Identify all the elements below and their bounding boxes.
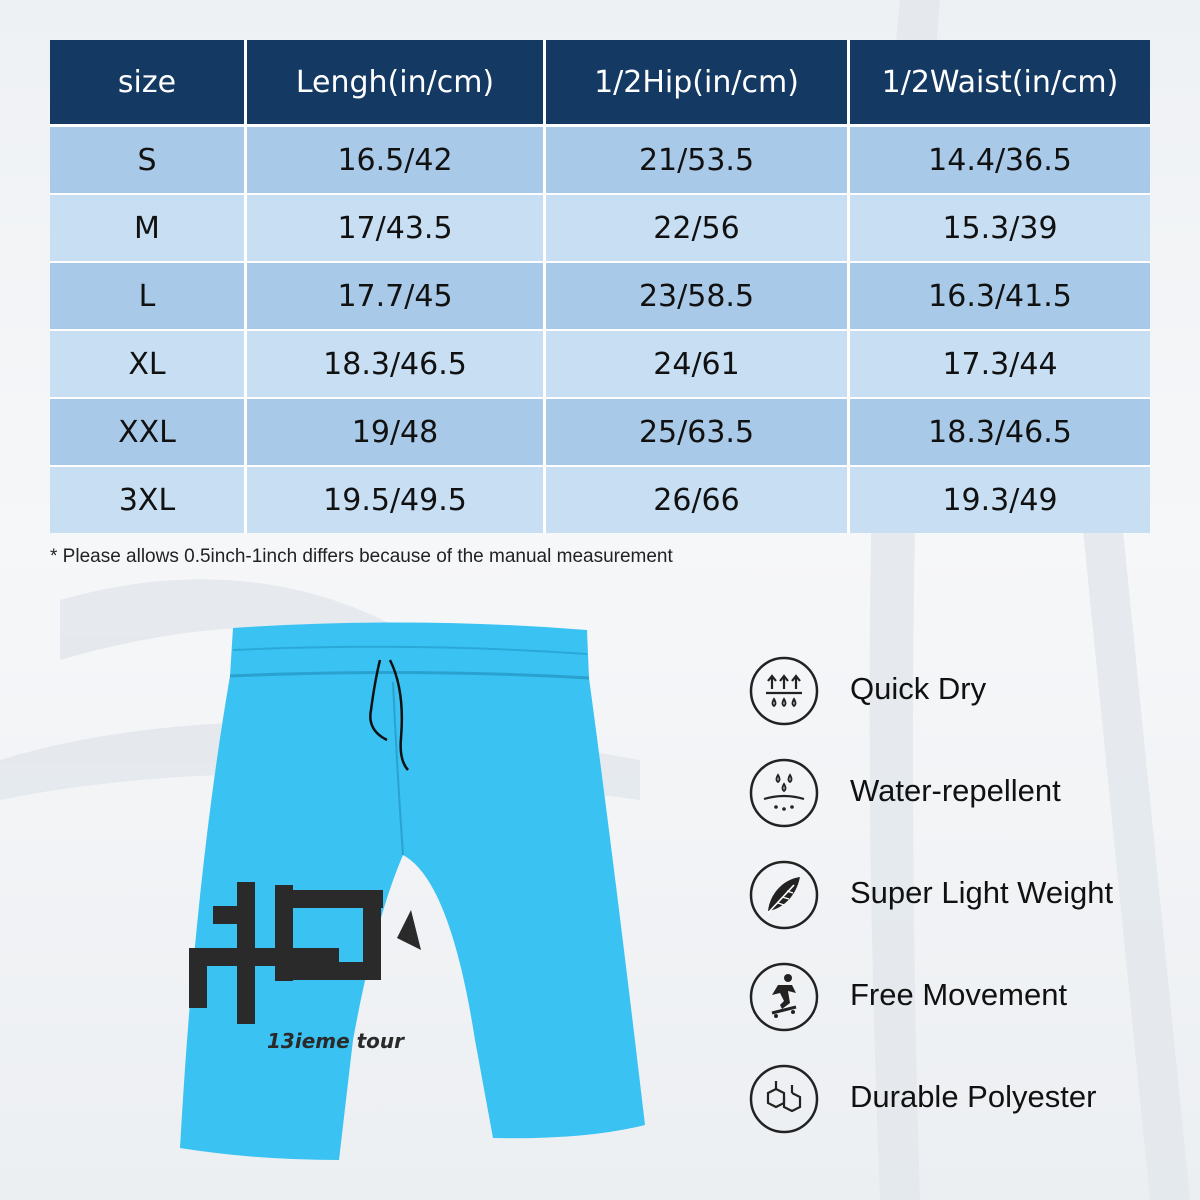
- cell-hip: 25/63.5: [546, 399, 850, 467]
- header-waist: 1/2Waist(in/cm): [850, 40, 1150, 127]
- size-chart-table: [50, 40, 1150, 533]
- quick-dry-icon: [748, 655, 820, 727]
- feature-label: Super Light Weight: [850, 875, 1114, 910]
- header-size: size: [50, 40, 247, 127]
- cell-length: 17.7/45: [247, 263, 546, 331]
- measurement-note: * Please allows 0.5inch-1inch differs because of the manual measurement: [50, 546, 673, 567]
- header-length: Lengh(in/cm): [247, 40, 546, 127]
- cell-waist: 14.4/36.5: [850, 127, 1150, 195]
- feature-free-movement: [748, 961, 1168, 1063]
- cell-length: 17/43.5: [247, 195, 546, 263]
- feature-label: Quick Dry: [850, 671, 987, 706]
- table-row: [50, 467, 1150, 533]
- cell-waist: 16.3/41.5: [850, 263, 1150, 331]
- cell-waist: 17.3/44: [850, 331, 1150, 399]
- table-row: [50, 263, 1150, 331]
- header-hip: 1/2Hip(in/cm): [546, 40, 850, 127]
- cell-hip: 26/66: [546, 467, 850, 533]
- cell-size: S: [50, 127, 247, 195]
- molecule-icon: [748, 1063, 820, 1135]
- cell-size: 3XL: [50, 467, 247, 533]
- cell-length: 18.3/46.5: [247, 331, 546, 399]
- table-header-row: [50, 40, 1150, 127]
- feature-label: Water-repellent: [850, 773, 1061, 808]
- feature-durable-polyester: [748, 1063, 1168, 1165]
- water-repellent-icon: [748, 757, 820, 829]
- feature-water-repellent: [748, 757, 1168, 859]
- feature-label: Free Movement: [850, 977, 1068, 1012]
- feature-quick-dry: [748, 655, 1168, 757]
- feature-light-weight: [748, 859, 1168, 961]
- table-row: [50, 127, 1150, 195]
- cell-waist: 19.3/49: [850, 467, 1150, 533]
- swim-shorts-image: [175, 620, 645, 1165]
- cell-size: L: [50, 263, 247, 331]
- feature-list: [748, 655, 1168, 1165]
- cell-waist: 18.3/46.5: [850, 399, 1150, 467]
- cell-length: 16.5/42: [247, 127, 546, 195]
- cell-hip: 21/53.5: [546, 127, 850, 195]
- cell-hip: 23/58.5: [546, 263, 850, 331]
- shorts-print-text: 13ieme tour: [267, 1029, 405, 1053]
- cell-length: 19.5/49.5: [247, 467, 546, 533]
- cell-length: 19/48: [247, 399, 546, 467]
- cell-waist: 15.3/39: [850, 195, 1150, 263]
- feather-icon: [748, 859, 820, 931]
- cell-size: XXL: [50, 399, 247, 467]
- cell-hip: 22/56: [546, 195, 850, 263]
- cell-size: XL: [50, 331, 247, 399]
- table-row: [50, 399, 1150, 467]
- feature-label: Durable Polyester: [850, 1079, 1097, 1114]
- skateboarder-icon: [748, 961, 820, 1033]
- cell-size: M: [50, 195, 247, 263]
- table-row: [50, 331, 1150, 399]
- table-row: [50, 195, 1150, 263]
- cell-hip: 24/61: [546, 331, 850, 399]
